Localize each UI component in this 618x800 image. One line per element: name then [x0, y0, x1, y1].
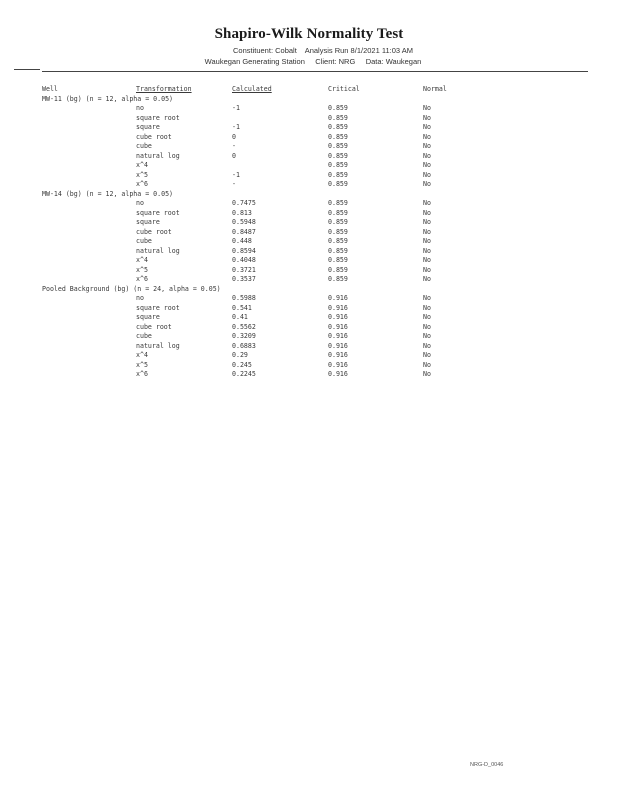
- normal-cell: No: [423, 151, 431, 160]
- critical-cell: 0.859: [328, 170, 348, 179]
- calculated-cell: -1: [232, 123, 240, 131]
- table-row: [42, 370, 602, 380]
- table-row: [42, 351, 602, 361]
- transformation-cell: natural log: [136, 341, 180, 350]
- critical-cell: 0.859: [328, 227, 348, 236]
- table-row: [42, 275, 602, 285]
- critical-cell: 0.859: [328, 256, 348, 264]
- normal-cell: No: [423, 275, 431, 283]
- transformation-cell: square root: [136, 208, 180, 217]
- calculated-cell: 0: [232, 132, 236, 141]
- critical-cell: 0.916: [328, 332, 348, 340]
- table-row: [42, 133, 602, 143]
- calculated-cell: 0.448: [232, 237, 252, 245]
- calculated-cell: 0.3721: [232, 265, 256, 274]
- transformation-cell: cube root: [136, 227, 172, 236]
- normal-cell: No: [423, 113, 431, 122]
- critical-cell: 0.859: [328, 208, 348, 217]
- critical-cell: 0.859: [328, 265, 348, 274]
- transformation-cell: square: [136, 313, 160, 321]
- critical-cell: 0.916: [328, 351, 348, 359]
- critical-cell: 0.916: [328, 303, 348, 312]
- calculated-cell: 0.41: [232, 313, 248, 321]
- calculated-cell: 0.813: [232, 208, 252, 217]
- report-subtitle-site: Waukegan Generating Station Client: NRG Data: Waukegan: [204, 57, 422, 66]
- calculated-cell: -1: [232, 104, 240, 112]
- critical-cell: 0.916: [328, 294, 348, 302]
- column-header-critical: Critical: [328, 85, 360, 93]
- critical-cell: 0.859: [328, 113, 348, 122]
- normal-cell: No: [423, 123, 431, 131]
- transformation-cell: natural log: [136, 246, 180, 255]
- transformation-cell: x^5: [136, 265, 148, 274]
- normal-cell: No: [423, 341, 431, 350]
- report-title: Shapiro-Wilk Normality Test: [214, 26, 404, 42]
- table-header-row: [42, 85, 602, 95]
- table-row: [42, 256, 602, 266]
- calculated-cell: 0.5988: [232, 294, 256, 302]
- table-row: [42, 342, 602, 352]
- normal-cell: No: [423, 351, 431, 359]
- table-row: [42, 171, 602, 181]
- calculated-cell: 0.29: [232, 351, 248, 359]
- table-row: [42, 228, 602, 238]
- table-row: [42, 294, 602, 304]
- transformation-cell: x^6: [136, 370, 148, 378]
- critical-cell: 0.916: [328, 322, 348, 331]
- normal-cell: No: [423, 104, 431, 112]
- calculated-cell: 0.6883: [232, 341, 256, 350]
- normal-cell: No: [423, 313, 431, 321]
- calculated-cell: 0.5562: [232, 322, 256, 331]
- normal-cell: No: [423, 256, 431, 264]
- transformation-cell: x^6: [136, 275, 148, 283]
- normal-cell: No: [423, 237, 431, 245]
- transformation-cell: no: [136, 294, 144, 302]
- table-row: [42, 104, 602, 114]
- table-row: [42, 199, 602, 209]
- normality-results-table: [42, 85, 602, 380]
- column-header-normal: Normal: [423, 85, 447, 93]
- critical-cell: 0.859: [328, 123, 348, 131]
- normal-cell: No: [423, 199, 431, 207]
- transformation-cell: no: [136, 199, 144, 207]
- normal-cell: No: [423, 170, 431, 179]
- calculated-cell: 0.8487: [232, 227, 256, 236]
- critical-cell: 0.916: [328, 313, 348, 321]
- critical-cell: 0.859: [328, 104, 348, 112]
- calculated-cell: 0: [232, 151, 236, 160]
- group-label: MW-14 (bg) (n = 12, alpha = 0.05): [42, 189, 174, 198]
- table-row: [42, 266, 602, 276]
- transformation-cell: x^6: [136, 180, 148, 188]
- critical-cell: 0.859: [328, 237, 348, 245]
- normal-cell: No: [423, 208, 431, 217]
- critical-cell: 0.859: [328, 218, 348, 226]
- calculated-cell: 0.4048: [232, 256, 256, 264]
- group-label: Pooled Background (bg) (n = 24, alpha = 0.05): [42, 284, 221, 293]
- critical-cell: 0.859: [328, 199, 348, 207]
- table-row: [42, 180, 602, 190]
- transformation-cell: cube: [136, 142, 152, 150]
- transformation-cell: square root: [136, 113, 180, 122]
- table-row: [42, 332, 602, 342]
- transformation-cell: no: [136, 104, 144, 112]
- normal-cell: No: [423, 180, 431, 188]
- critical-cell: 0.916: [328, 370, 348, 378]
- critical-cell: 0.916: [328, 341, 348, 350]
- transformation-cell: square root: [136, 303, 180, 312]
- calculated-cell: 0.541: [232, 303, 252, 312]
- normal-cell: No: [423, 246, 431, 255]
- normal-cell: No: [423, 161, 431, 169]
- calculated-cell: 0.8594: [232, 246, 256, 255]
- table-row: [42, 323, 602, 333]
- table-row: [42, 114, 602, 124]
- critical-cell: 0.859: [328, 246, 348, 255]
- table-row: [42, 161, 602, 171]
- calculated-cell: -: [232, 142, 236, 150]
- table-row: [42, 313, 602, 323]
- column-header-well: Well: [42, 85, 58, 93]
- report-subtitle-constituent: Constituent: Cobalt Analysis Run 8/1/2021 11:03 AM: [233, 46, 413, 55]
- transformation-cell: x^4: [136, 351, 148, 359]
- normal-cell: No: [423, 370, 431, 378]
- calculated-cell: 0.3537: [232, 275, 256, 283]
- transformation-cell: x^5: [136, 360, 148, 369]
- header-rule: [42, 71, 588, 72]
- calculated-cell: -1: [232, 170, 240, 179]
- transformation-cell: cube root: [136, 132, 172, 141]
- calculated-cell: 0.5948: [232, 218, 256, 226]
- normal-cell: No: [423, 132, 431, 141]
- normal-cell: No: [423, 360, 431, 369]
- normal-cell: No: [423, 332, 431, 340]
- table-row: [42, 209, 602, 219]
- transformation-cell: square: [136, 123, 160, 131]
- critical-cell: 0.916: [328, 360, 348, 369]
- table-row: [42, 247, 602, 257]
- transformation-cell: cube: [136, 237, 152, 245]
- table-row: [42, 304, 602, 314]
- critical-cell: 0.859: [328, 142, 348, 150]
- group-label-row: [42, 285, 602, 295]
- table-row: [42, 123, 602, 133]
- calculated-cell: -: [232, 180, 236, 188]
- critical-cell: 0.859: [328, 151, 348, 160]
- normal-cell: No: [423, 142, 431, 150]
- group-label: MW-11 (bg) (n = 12, alpha = 0.05): [42, 94, 174, 103]
- group-label-row: [42, 95, 602, 105]
- critical-cell: 0.859: [328, 275, 348, 283]
- transformation-cell: x^4: [136, 256, 148, 264]
- results-groups: [42, 95, 602, 380]
- calculated-cell: 0.3209: [232, 332, 256, 340]
- header-rule-short: [14, 69, 40, 70]
- transformation-cell: x^5: [136, 170, 148, 179]
- table-row: [42, 361, 602, 371]
- group-label-row: [42, 190, 602, 200]
- normal-cell: No: [423, 322, 431, 331]
- calculated-cell: 0.245: [232, 360, 252, 369]
- critical-cell: 0.859: [328, 180, 348, 188]
- transformation-cell: cube root: [136, 322, 172, 331]
- column-header-calculated: Calculated: [232, 85, 272, 93]
- normal-cell: No: [423, 294, 431, 302]
- transformation-cell: x^4: [136, 161, 148, 169]
- document-code: NRG-D_0046: [470, 762, 504, 768]
- table-row: [42, 218, 602, 228]
- table-row: [42, 152, 602, 162]
- critical-cell: 0.859: [328, 161, 348, 169]
- transformation-cell: natural log: [136, 151, 180, 160]
- column-header-transformation: Transformation: [136, 85, 192, 93]
- transformation-cell: square: [136, 218, 160, 226]
- transformation-cell: cube: [136, 332, 152, 340]
- normal-cell: No: [423, 265, 431, 274]
- normal-cell: No: [423, 218, 431, 226]
- critical-cell: 0.859: [328, 132, 348, 141]
- table-row: [42, 237, 602, 247]
- calculated-cell: 0.7475: [232, 199, 256, 207]
- normal-cell: No: [423, 227, 431, 236]
- table-row: [42, 142, 602, 152]
- calculated-cell: 0.2245: [232, 370, 256, 378]
- normal-cell: No: [423, 303, 431, 312]
